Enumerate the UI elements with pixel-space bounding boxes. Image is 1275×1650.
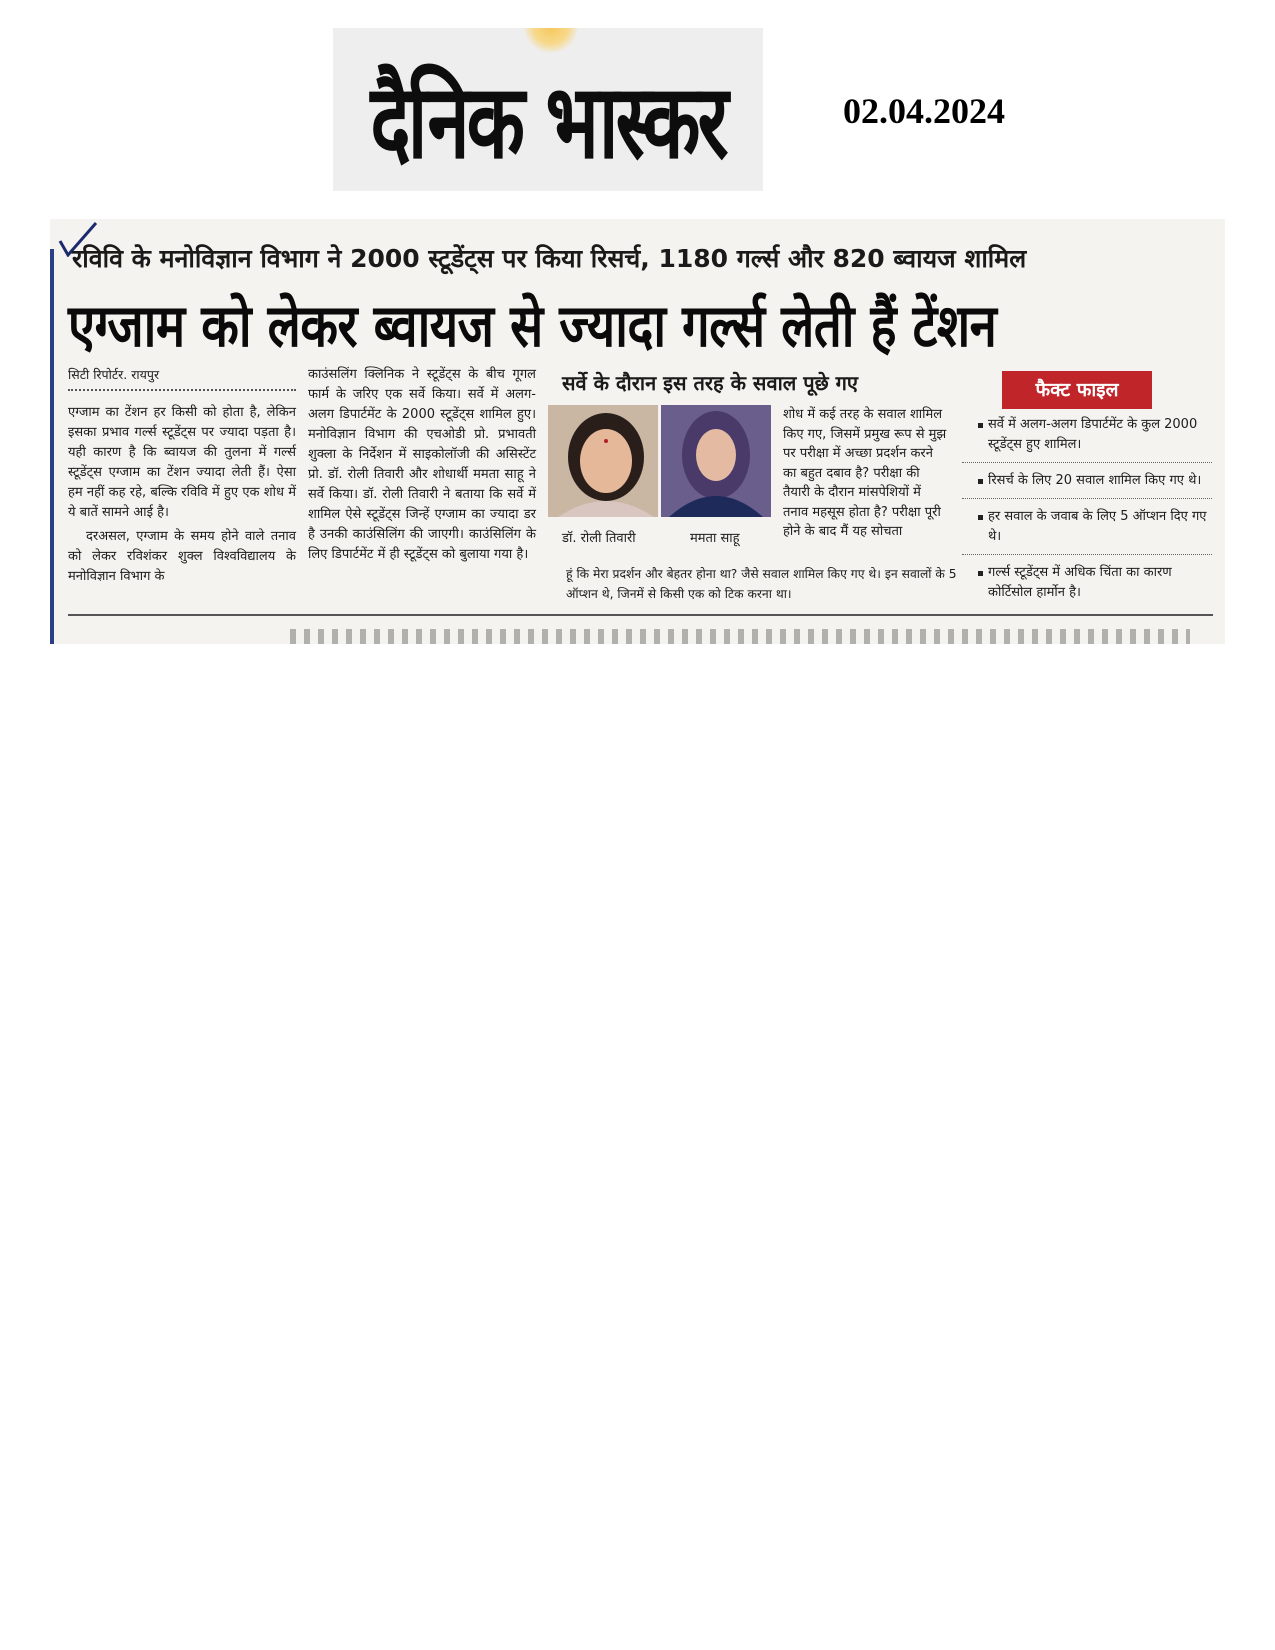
article-column-2 — [308, 365, 536, 565]
photo-caption: डॉ. रोली तिवारी — [562, 531, 636, 546]
newspaper-name: दैनिक भास्कर — [370, 61, 726, 182]
portrait-photo-roli-tiwari — [548, 405, 658, 517]
margin-bar — [50, 249, 54, 644]
bullet-icon — [978, 571, 983, 576]
bullet-icon — [978, 479, 983, 484]
fact-item: रिसर्च के लिए 20 सवाल शामिल किए गए थे। — [962, 471, 1212, 499]
publication-date: 02.04.2024 — [843, 91, 1005, 131]
fact-item: गर्ल्स स्टूडेंट्स में अधिक चिंता का कारण कोर्टिसोल हार्मोन है। — [962, 563, 1212, 610]
news-clipping — [50, 219, 1225, 644]
paragraph: दरअसल, एग्जाम के समय होने वाले तनाव को लेकर रविशंकर शुक्ल विश्वविद्यालय के मनोविज्ञान विभाग के — [68, 529, 296, 584]
fact-item: सर्वे में अलग-अलग डिपार्टमेंट के कुल 2000 स्टूडेंट्स हुए शामिल। — [962, 415, 1212, 463]
newspaper-logo — [333, 28, 763, 191]
bullet-icon — [978, 515, 983, 520]
paragraph: काउंसलिंग क्लिनिक ने स्टूडेंट्स के बीच गूगल फार्म के जरिए एक सर्वे किया। सर्वे में अलग-अलग डिपार्टमेंट के 2000 स्टूडेंट्स शामिल हुए। मनोविज्ञान विभाग की एचओडी प्रो. प्रभावती शुक्ला के निर्देशन में साइकोलॉजी की असिस्टेंट प्रो. डॉ. रोली तिवारी और शोधार्थी ममता साहू ने सर्वे किया। डॉ. रोली तिवारी ने बताया कि सर्वे में शामिल ऐसे स्टूडेंट्स जिन्हें एग्जाम का ज्यादा डर है उनकी काउंसिलिंग की जाएगी। काउंसिलिंग के लिए डिपार्टमेंट में ही स्टूडेंट्स को बुलाया गया है। — [308, 367, 536, 562]
paragraph: एग्जाम का टेंशन हर किसी को होता है, लेकिन इसका प्रभाव गर्ल्स स्टूडेंट्स पर ज्यादा पड़ता है। यही कारण है कि ब्वायज की तुलना में गर्ल्स स्टूडेंट्स एग्जाम का टेंशन ज्यादा लेती हैं। ऐसा हम नहीं कह रहे, बल्कि रविवि में हुए एक शोध में ये बातें सामने आई है। — [68, 405, 296, 520]
bullet-icon — [978, 423, 983, 428]
portrait-photo-mamta-sahu — [661, 405, 771, 517]
survey-box-title: सर्वे के दौरान इस तरह के सवाल पूछे गए — [562, 371, 858, 395]
fact-item: हर सवाल के जवाब के लिए 5 ऑप्शन दिए गए थे। — [962, 507, 1212, 555]
byline: सिटी रिपोर्टर. रायपुर — [68, 365, 296, 391]
cropped-next-headline — [290, 629, 1190, 644]
article-column-1 — [68, 365, 296, 587]
survey-text-continued: हूं कि मेरा प्रदर्शन और बेहतर होना था? जैसे सवाल शामिल किए गए थे। इन सवालों के 5 ऑप्शन थे, जिनमें से किसी एक को टिक करना था। — [566, 567, 957, 601]
photo-caption: ममता साहू — [690, 531, 740, 546]
section-divider — [68, 614, 1213, 616]
survey-text: शोध में कई तरह के सवाल शामिल किए गए, जिसमें प्रमुख रूप से मुझ पर परीक्षा में अच्छा प्रदर्शन करने का बहुत दबाव है? परीक्षा की तैयारी के दौरान मांसपेशियों में तनाव महसूस होता है? परीक्षा पूरी होने के बाद मैं यह सोचता — [783, 407, 947, 539]
article-kicker: रविवि के मनोविज्ञान विभाग ने 2000 स्टूडेंट्स पर किया रिसर्च, 1180 गर्ल्स और 820 ब्वायज शामिल — [72, 244, 1027, 273]
fact-list — [962, 415, 1212, 618]
article-headline: एग्जाम को लेकर ब्वायज से ज्यादा गर्ल्स लेती हैं टेंशन — [68, 292, 997, 361]
fact-file-badge: फैक्ट फाइल — [1002, 371, 1152, 409]
